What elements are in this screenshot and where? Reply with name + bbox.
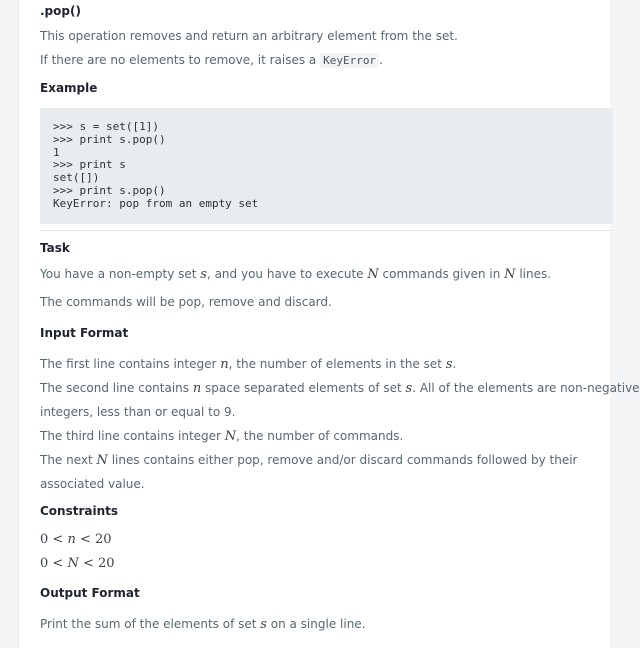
input-line-6: associated value. [40, 477, 145, 491]
text: You have a non-empty set [40, 267, 201, 281]
math-s: s [405, 381, 413, 396]
text: The first line contains integer [40, 357, 221, 371]
task-line-2: The commands will be pop, remove and discard. [40, 295, 332, 309]
text: lines contains either pop, remove and/or discard commands followed by their [107, 453, 578, 467]
problem-statement [18, 0, 640, 648]
text: The third line contains integer [40, 429, 225, 443]
example-heading: Example [40, 81, 98, 95]
math-text: 0 < [40, 532, 68, 547]
math-N: N [504, 267, 516, 282]
math-n: n [192, 381, 202, 396]
text: , the number of elements in the set [228, 357, 446, 371]
keyerror-code: KeyError [320, 53, 379, 68]
text: space separated elements of set [201, 381, 406, 395]
example-code: >>> s = set([1]) >>> print s.pop() 1 >>> print s set([]) >>> print s.pop() KeyError: pop from an empty set [53, 120, 259, 210]
constraint-n [40, 531, 112, 548]
section-divider [40, 230, 613, 231]
math-s: s [445, 357, 453, 372]
pop-error-text: If there are no elements to remove, it raises a [40, 53, 321, 67]
text: on a single line. [266, 617, 366, 631]
input-line-2 [40, 380, 640, 397]
math-n: n [67, 532, 76, 547]
input-line-4 [40, 428, 403, 445]
text: The next [40, 453, 97, 467]
text: . [452, 357, 457, 371]
math-text: < 20 [78, 556, 115, 571]
text: , the number of commands. [236, 429, 404, 443]
text: lines. [515, 267, 552, 281]
input-line-1 [40, 356, 456, 373]
math-N: N [67, 556, 79, 571]
text: commands given in [378, 267, 505, 281]
math-N: N [224, 429, 237, 444]
math-text: 0 < [40, 556, 68, 571]
example-code-block [40, 108, 613, 224]
input-line-3: integers, less than or equal to 9. [40, 405, 236, 419]
output-format-heading: Output Format [40, 586, 140, 600]
output-line-1 [40, 616, 366, 633]
math-n: n [220, 357, 229, 372]
input-line-5 [40, 452, 577, 469]
constraint-N [40, 555, 115, 572]
math-s: s [260, 617, 267, 632]
pop-description: This operation removes and return an arbitrary element from the set. [40, 29, 458, 43]
input-format-heading: Input Format [40, 326, 129, 340]
math-N: N [96, 453, 108, 468]
text: . All of the elements are non-negative [412, 381, 640, 395]
math-text: < 20 [75, 532, 112, 547]
text: , and you have to execute [206, 267, 368, 281]
pop-error-note [40, 52, 383, 69]
math-N: N [367, 267, 379, 282]
constraints-heading: Constraints [40, 504, 119, 518]
math-s: s [200, 267, 207, 282]
pop-title: .pop() [40, 4, 81, 18]
task-line-1 [40, 266, 551, 283]
text: Print the sum of the elements of set [40, 617, 261, 631]
text: The second line contains [40, 381, 193, 395]
pop-error-end: . [379, 53, 383, 67]
task-heading: Task [40, 241, 70, 255]
